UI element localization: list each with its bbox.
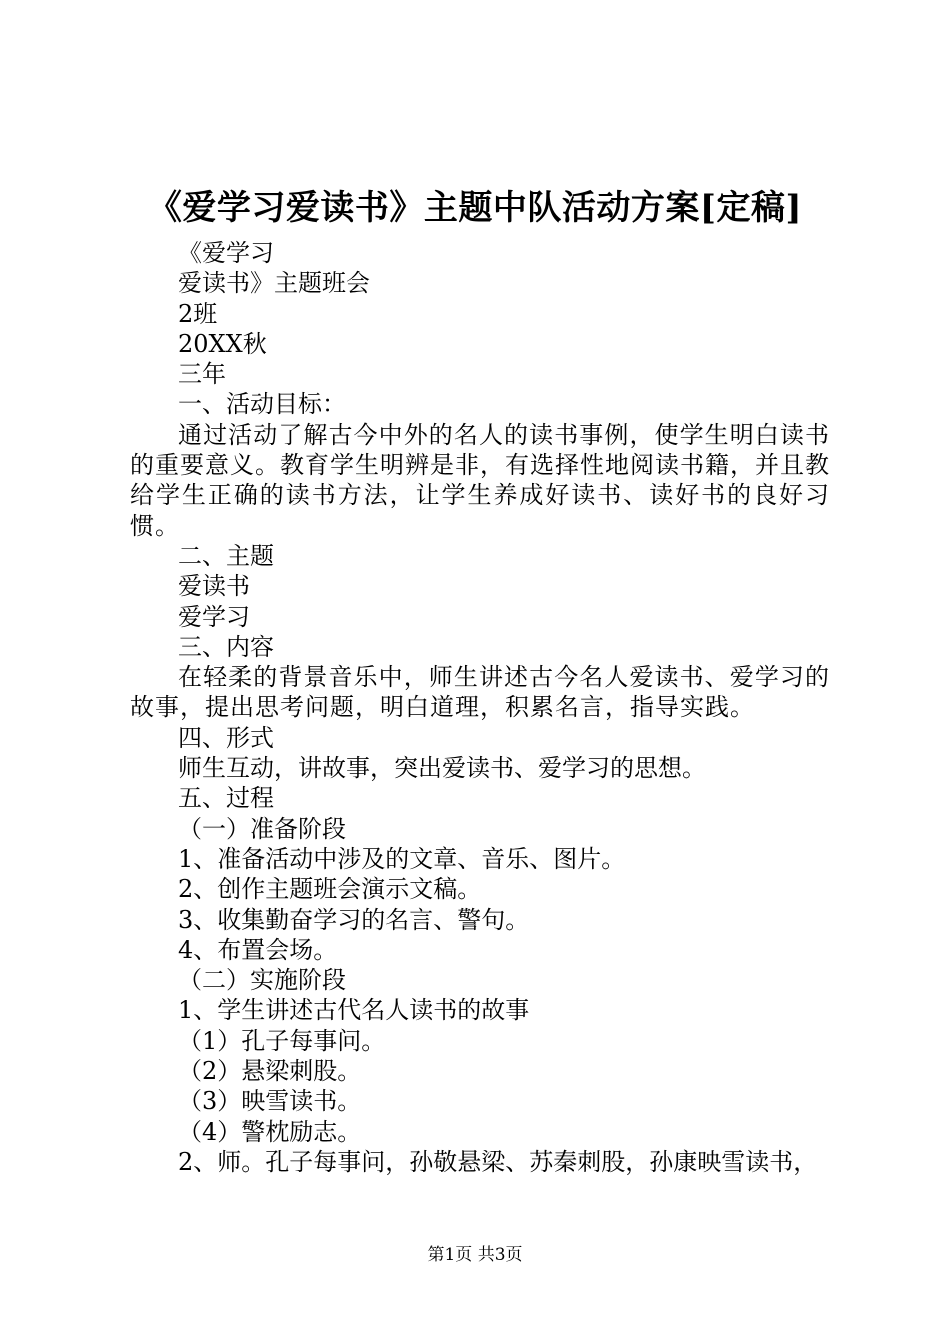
- body-paragraph: 通过活动了解古今中外的名人的读书事例，使学生明白读书的重要意义。教育学生明辨是非，有选择性地阅读书籍，并且教给学生正确的读书方法，让学生养成好读书、读好书的良好习惯。: [130, 420, 830, 540]
- body-line: 1、学生讲述古代名人读书的故事: [178, 996, 530, 1025]
- body-line: 4、布置会场。: [178, 935, 338, 964]
- body-line: 1、准备活动中涉及的文章、音乐、图片。: [178, 844, 626, 873]
- document-body: [130, 238, 830, 1177]
- body-line: 二、主题: [178, 541, 274, 570]
- body-line: 爱读书: [178, 572, 250, 601]
- body-line: 一、活动目标：: [178, 390, 346, 419]
- body-line: 爱学习: [178, 602, 250, 631]
- body-paragraph: 在轻柔的背景音乐中，师生讲述古今名人爱读书、爱学习的故事，提出思考问题，明白道理，积累名言，指导实践。: [130, 663, 830, 722]
- body-line: 五、过程: [178, 784, 274, 813]
- body-line: 3、收集勤奋学习的名言、警句。: [178, 905, 530, 934]
- body-line: 2、创作主题班会演示文稿。: [178, 875, 482, 904]
- body-line: 三年: [178, 360, 226, 389]
- body-line: （1）孔子每事问。: [178, 1026, 386, 1055]
- body-line: 2班: [178, 299, 218, 328]
- body-line: 爱读书》主题班会: [178, 269, 370, 298]
- body-line: 《爱学习: [178, 239, 274, 267]
- body-line: （3）映雪读书。: [178, 1087, 362, 1116]
- body-line: （2）悬梁刺股。: [178, 1057, 362, 1086]
- body-line: 2、师。孔子每事问，孙敬悬梁、苏秦刺股，孙康映雪读书，: [178, 1147, 818, 1176]
- body-line: 20XX秋: [178, 329, 267, 358]
- page-footer: 第1页 共3页: [427, 1245, 523, 1265]
- body-line: （一）准备阶段: [178, 814, 346, 843]
- body-line: 三、内容: [178, 632, 274, 661]
- body-line: （二）实施阶段: [178, 966, 346, 995]
- body-line: 师生互动，讲故事，突出爱读书、爱学习的思想。: [178, 754, 706, 783]
- document-title: 《爱学习爱读书》主题中队活动方案[定稿]: [147, 188, 803, 228]
- body-line: （4）警枕励志。: [178, 1117, 362, 1146]
- body-line: 四、形式: [178, 723, 274, 752]
